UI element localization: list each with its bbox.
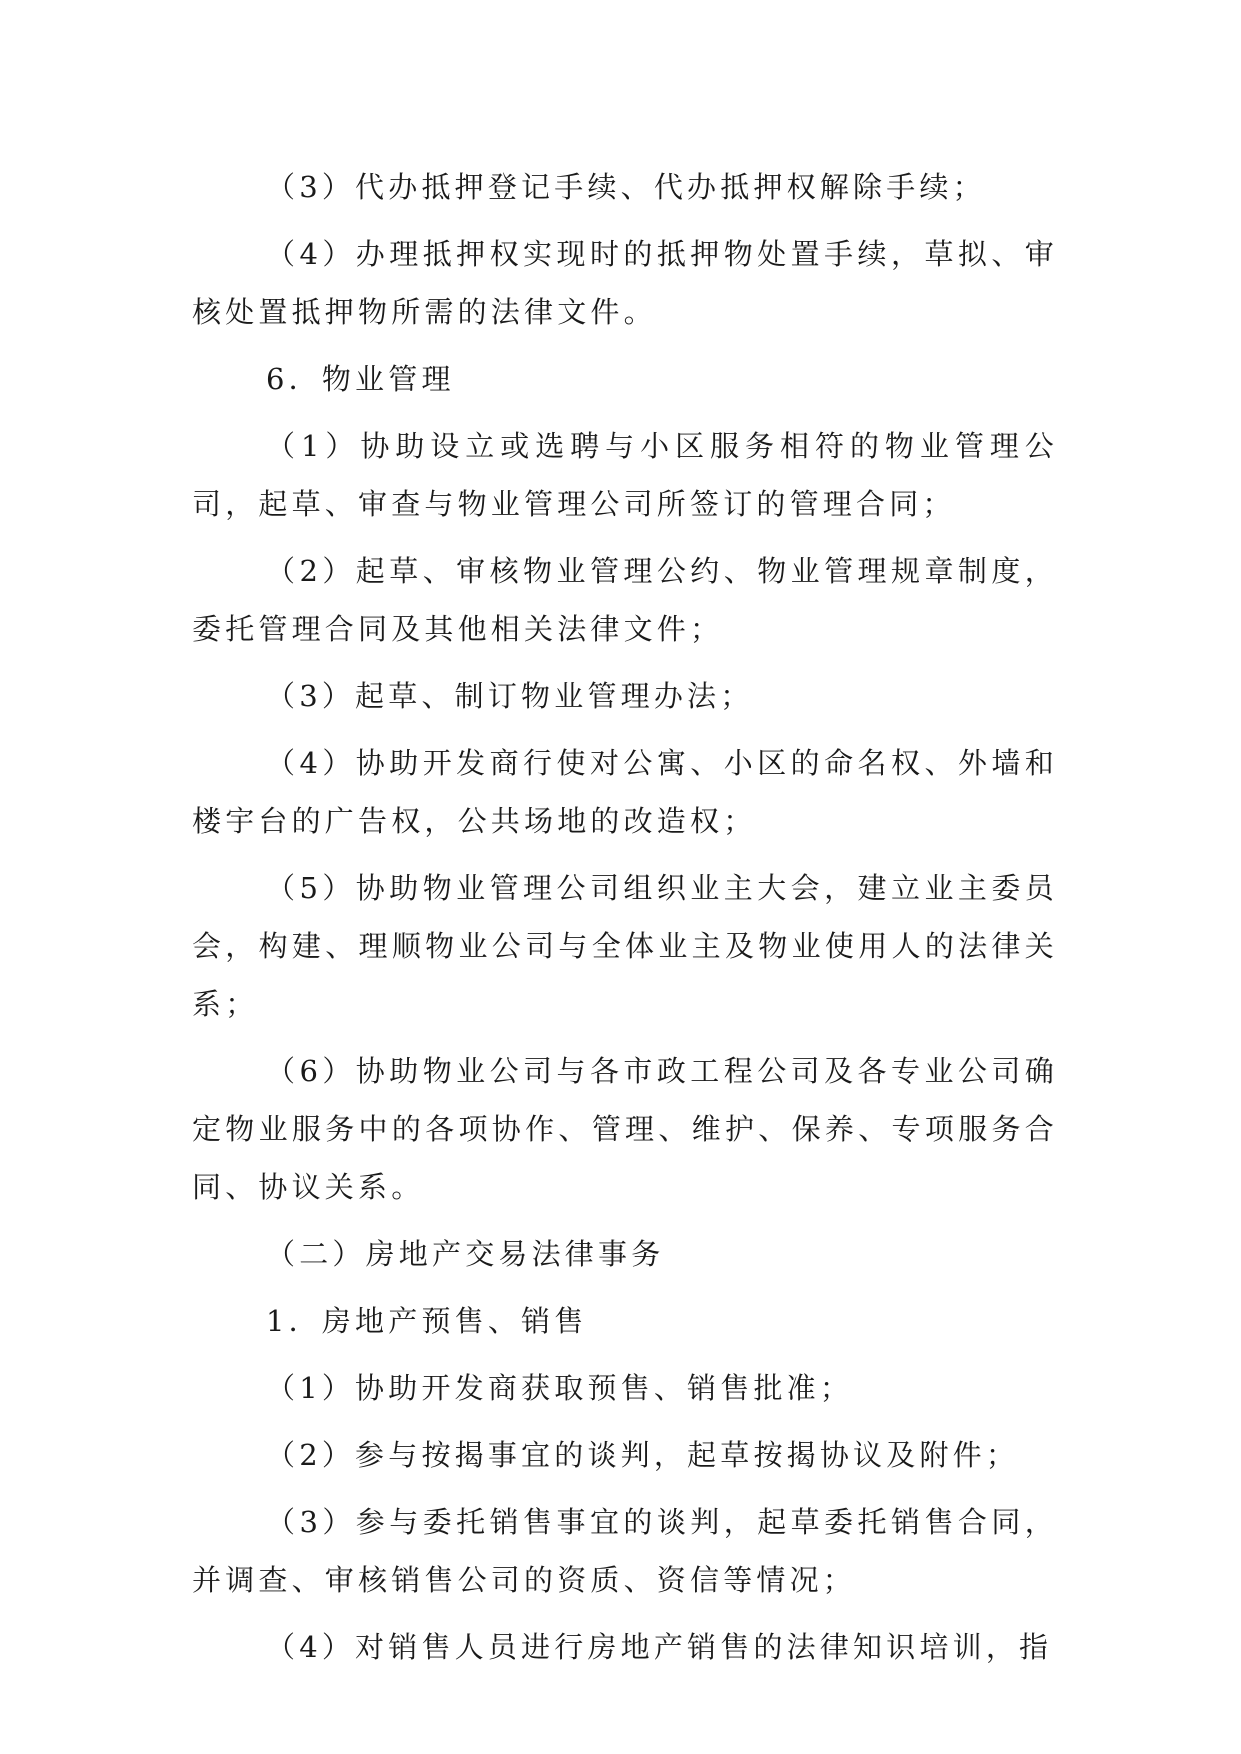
paragraph-select-management-company: （1）协助设立或选聘与小区服务相符的物业管理公司，起草、审查与物业管理公司所签订的管理合同； bbox=[192, 429, 1058, 521]
paragraph-mortgage-registration: （3）代办抵押登记手续、代办抵押权解除手续； bbox=[266, 170, 986, 204]
paragraph-mortgage-disposal: （4）办理抵押权实现时的抵押物处置手续，草拟、审核处置抵押物所需的法律文件。 bbox=[192, 237, 1058, 329]
paragraph-entrusted-sales: （3）参与委托销售事宜的谈判，起草委托销售合同，并调查、审核销售公司的资质、资信等情况； bbox=[192, 1505, 1058, 1597]
document-body bbox=[192, 158, 1058, 1676]
paragraph-naming-advertising-rights: （4）协助开发商行使对公寓、小区的命名权、外墙和楼宇台的广告权，公共场地的改造权； bbox=[192, 746, 1058, 838]
paragraph-draft-management-measures: （3）起草、制订物业管理办法； bbox=[266, 679, 754, 713]
heading-presale-sales: 1．房地产预售、销售 bbox=[266, 1304, 588, 1338]
paragraph-presale-approval: （1）协助开发商获取预售、销售批准； bbox=[266, 1371, 854, 1405]
paragraph-municipal-cooperation: （6）协助物业公司与各市政工程公司及各专业公司确定物业服务中的各项协作、管理、维护、保养、专项服务合同、协议关系。 bbox=[192, 1054, 1058, 1204]
paragraph-sales-training: （4）对销售人员进行房地产销售的法律知识培训，指 bbox=[266, 1630, 1053, 1664]
heading-real-estate-transactions: （二）房地产交易法律事务 bbox=[266, 1237, 665, 1271]
paragraph-draft-management-rules: （2）起草、审核物业管理公约、物业管理规章制度，委托管理合同及其他相关法律文件； bbox=[192, 554, 1058, 646]
paragraph-mortgage-negotiation: （2）参与按揭事宜的谈判，起草按揭协议及附件； bbox=[266, 1438, 1020, 1472]
heading-property-management: 6．物业管理 bbox=[266, 362, 455, 396]
paragraph-owners-assembly: （5）协助物业管理公司组织业主大会，建立业主委员会，构建、理顺物业公司与全体业主及物业使用人的法律关系； bbox=[192, 871, 1058, 1021]
